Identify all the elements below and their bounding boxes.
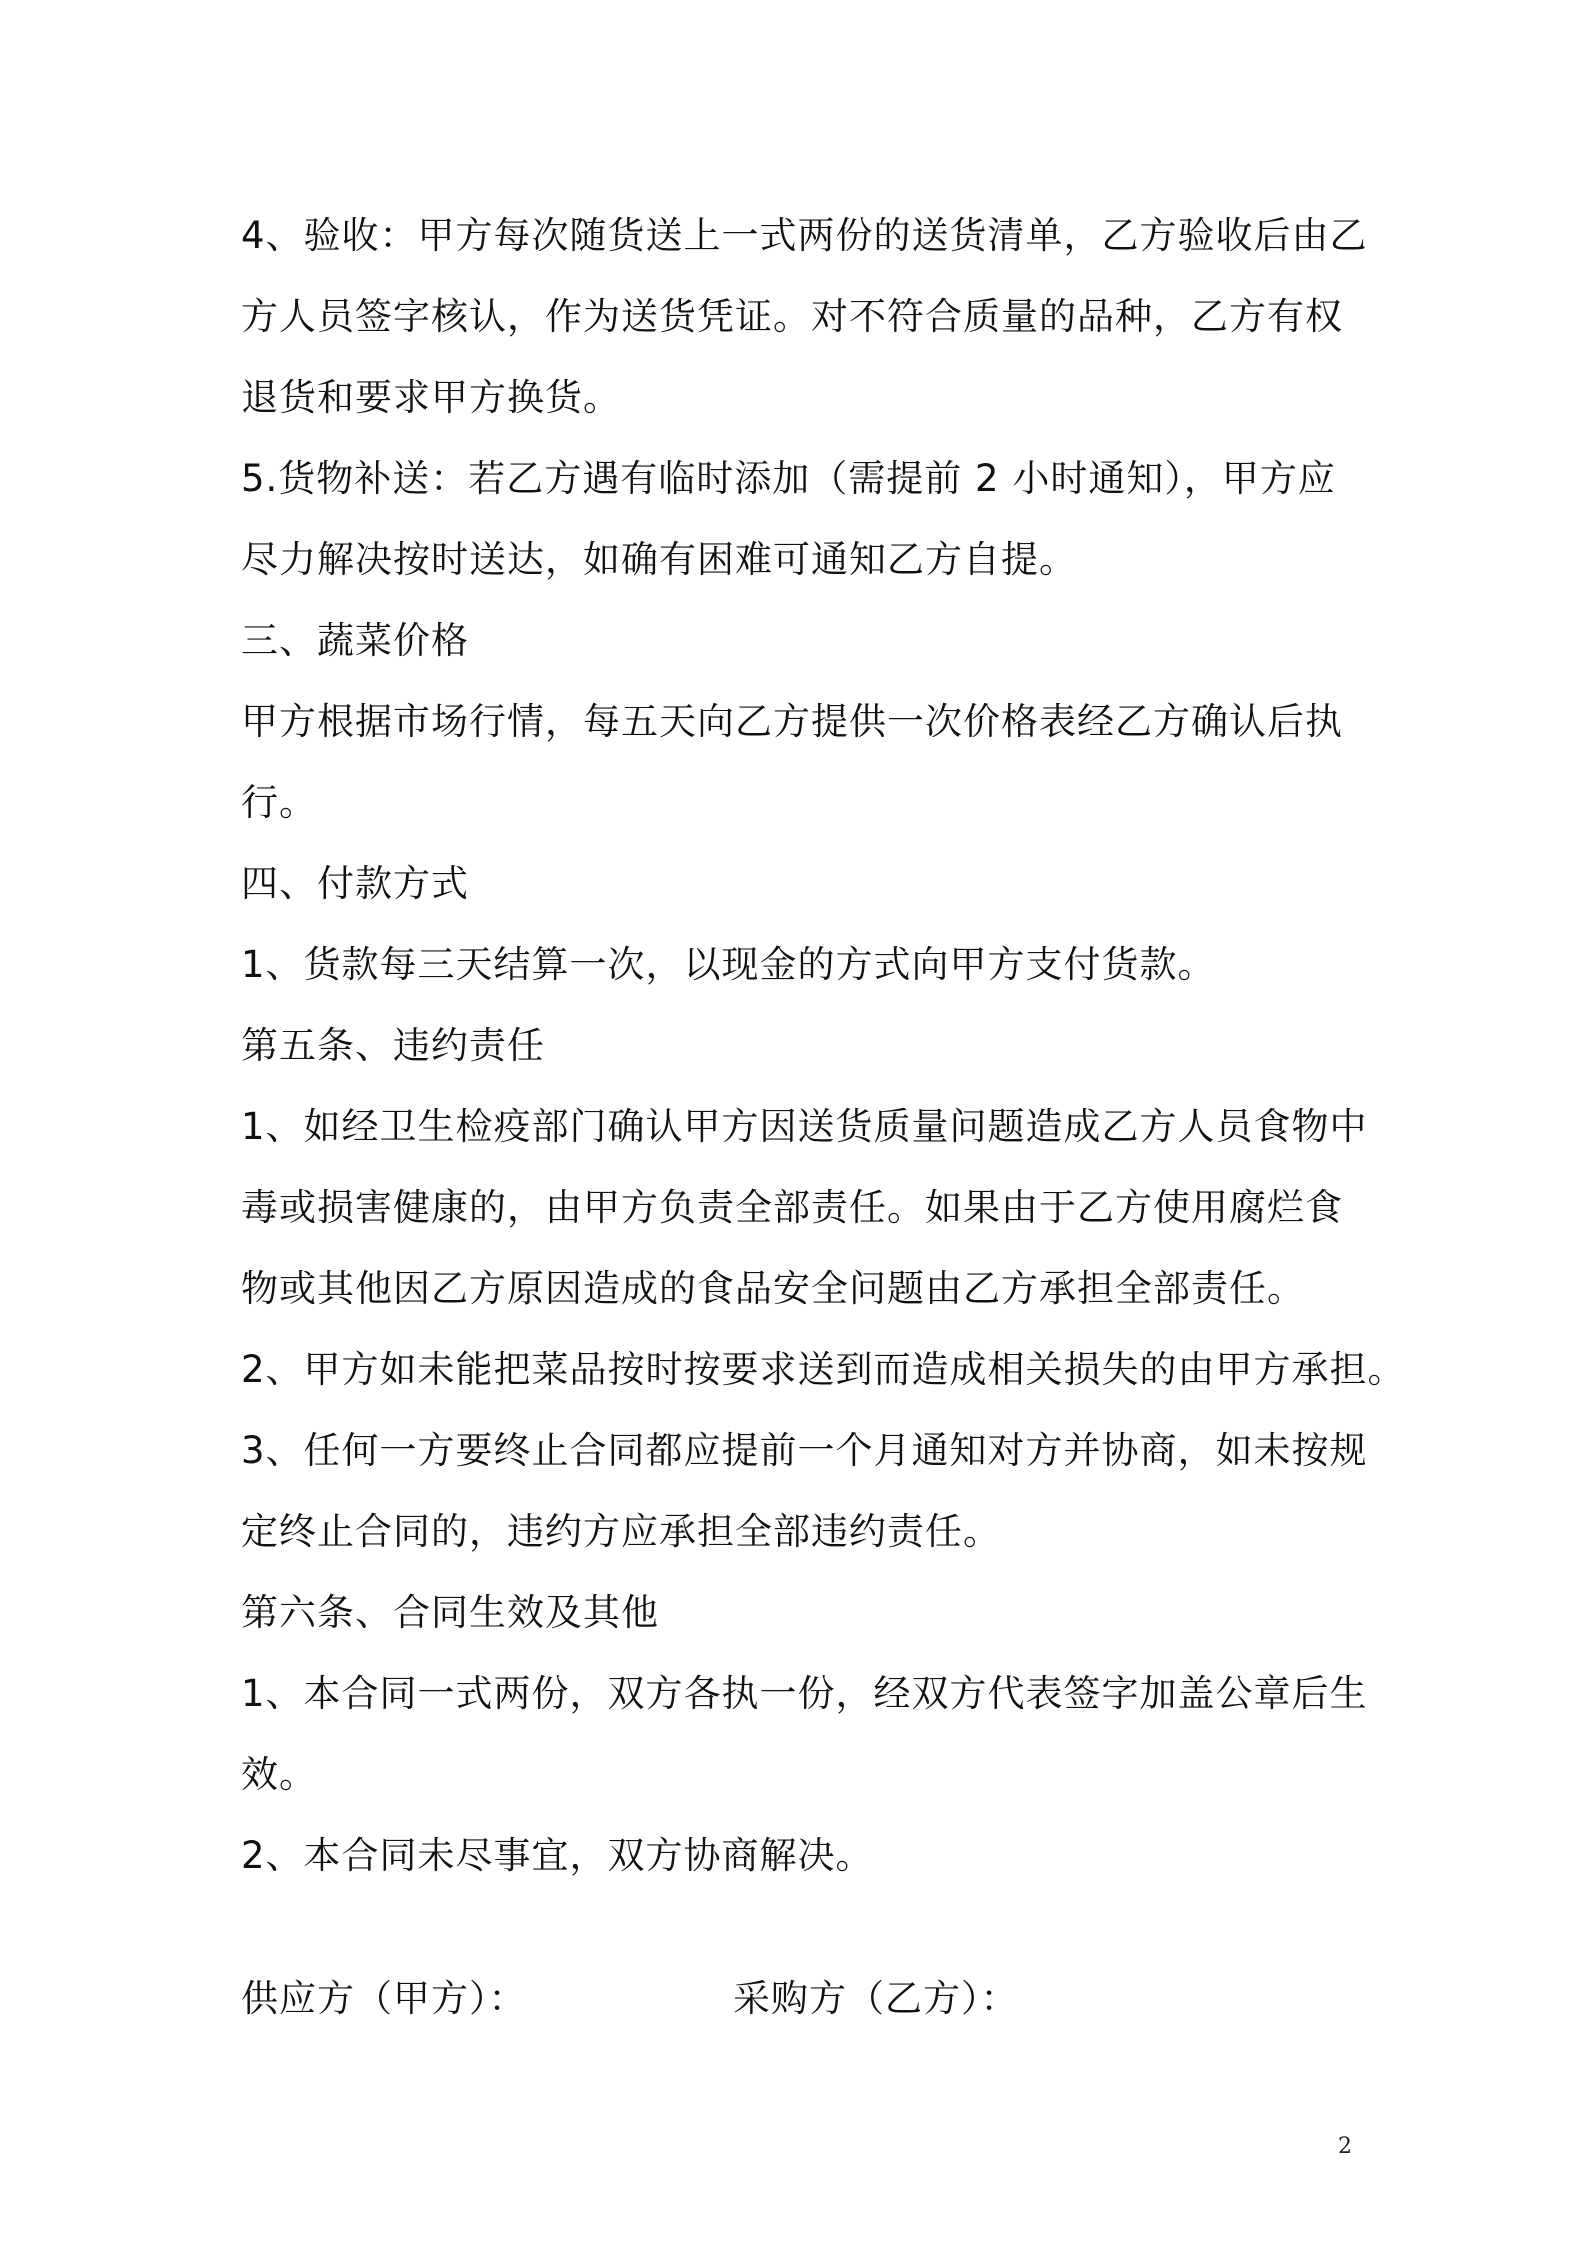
text-line: 行。 [241,781,317,824]
text-line: 2、甲方如未能把菜品按时按要求送到而造成相关损失的由甲方承担。 [241,1348,1406,1391]
page-number: 2 [1338,2134,1352,2159]
text-line: 退货和要求甲方换货。 [241,376,621,419]
buyer-signature-label: 采购方（乙方）： [733,1977,1019,2020]
document-body [241,195,1406,1896]
section-heading: 第五条、违约责任 [241,1024,545,1067]
text-line: 定终止合同的，违约方应承担全部违约责任。 [241,1510,1001,1553]
signature-block [241,1958,1341,2039]
text-line: 3、任何一方要终止合同都应提前一个月通知对方并协商，如未按规 [241,1429,1368,1472]
text-line: 甲方根据市场行情，每五天向乙方提供一次价格表经乙方确认后执 [241,700,1343,743]
text-line: 物或其他因乙方原因造成的食品安全问题由乙方承担全部责任。 [241,1267,1305,1310]
text-line: 毒或损害健康的，由甲方负责全部责任。如果由于乙方使用腐烂食 [241,1186,1343,1229]
section-heading: 三、蔬菜价格 [241,619,469,662]
text-line: 5.货物补送：若乙方遇有临时添加（需提前 2 小时通知），甲方应 [241,457,1336,500]
section-heading: 第六条、合同生效及其他 [241,1591,659,1634]
text-line: 2、本合同未尽事宜，双方协商解决。 [241,1834,874,1877]
text-line: 1、本合同一式两份，双方各执一份，经双方代表签字加盖公章后生 [241,1672,1368,1715]
text-line: 1、如经卫生检疫部门确认甲方因送货质量问题造成乙方人员食物中 [241,1105,1368,1148]
text-line: 效。 [241,1753,317,1796]
text-line: 1、货款每三天结算一次，以现金的方式向甲方支付货款。 [241,943,1216,986]
supplier-signature-label: 供应方（甲方）： [241,1977,527,2020]
text-line: 尽力解决按时送达，如确有困难可通知乙方自提。 [241,538,1077,581]
text-line: 方人员签字核认，作为送货凭证。对不符合质量的品种，乙方有权 [241,295,1343,338]
section-heading: 四、付款方式 [241,862,469,905]
text-line: 4、验收：甲方每次随货送上一式两份的送货清单，乙方验收后由乙 [241,214,1368,257]
